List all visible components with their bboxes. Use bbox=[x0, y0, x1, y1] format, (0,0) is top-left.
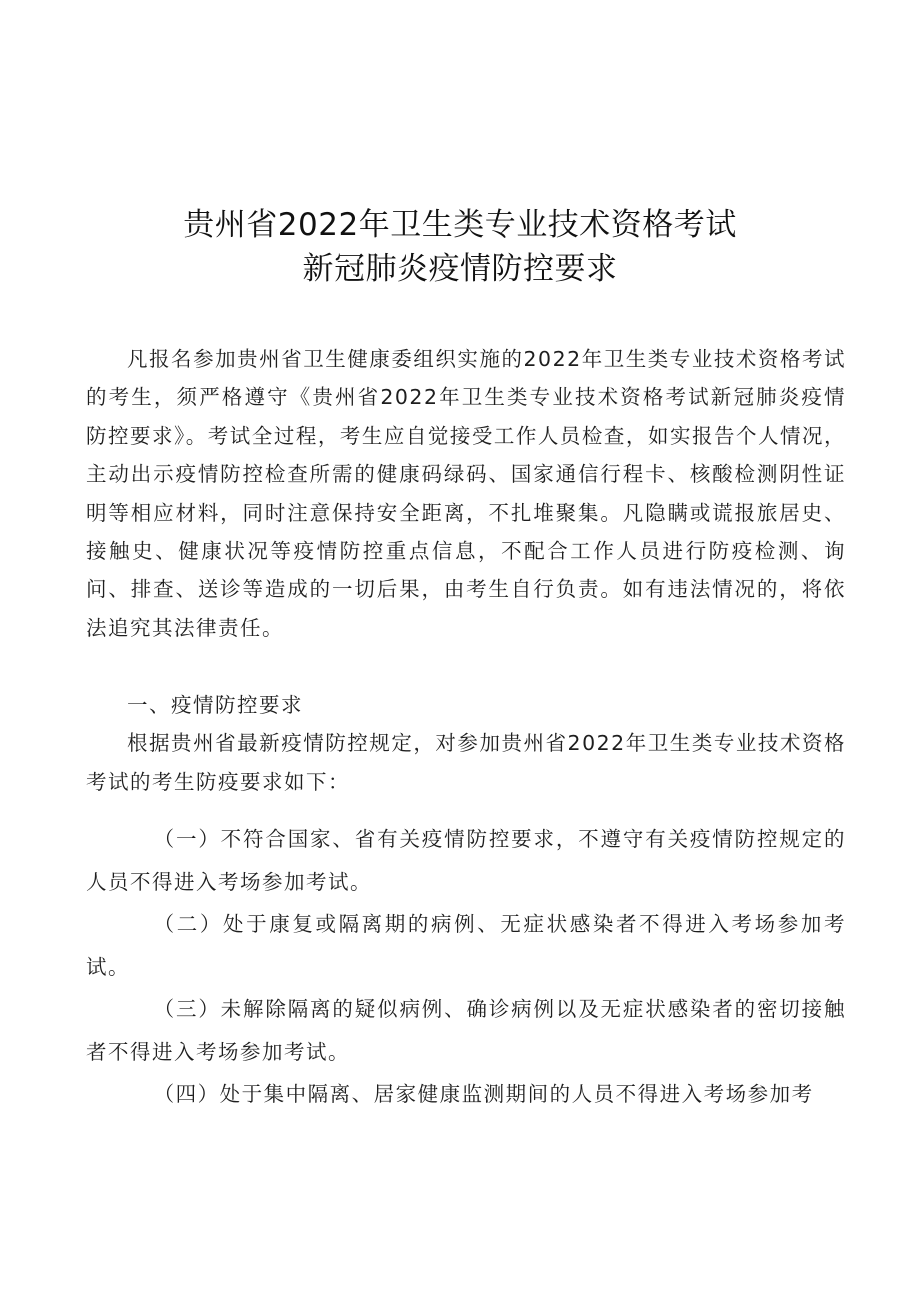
section-1-intro: 根据贵州省最新疫情防控规定，对参加贵州省2022年卫生类专业技术资格考试的考生防疫要求如下： bbox=[86, 731, 846, 794]
list-item-1 bbox=[86, 818, 846, 904]
intro-block bbox=[86, 340, 846, 647]
section-1 bbox=[86, 686, 846, 801]
list-item-2 bbox=[86, 903, 846, 989]
list-item-text: （二）处于康复或隔离期的病例、无症状感染者不得进入考场参加考试。 bbox=[86, 912, 846, 979]
title-line-1: 贵州省2022年卫生类专业技术资格考试 bbox=[183, 207, 737, 243]
list-item-4 bbox=[86, 1073, 846, 1116]
intro-paragraph: 凡报名参加贵州省卫生健康委组织实施的2022年卫生类专业技术资格考试的考生，须严格遵守《贵州省2022年卫生类专业技术资格考试新冠肺炎疫情防控要求》。考试全过程，考生应自觉接受工作人员检查，如实报告个人情况，主动出示疫情防控检查所需的健康码绿码、国家通信行程卡、核酸检测阴性证明等相应材料，同时注意保持安全距离，不扎堆聚集。凡隐瞒或谎报旅居史、接触史、健康状况等疫情防控重点信息，不配合工作人员进行防疫检测、询问、排查、送诊等造成的一切后果，由考生自行负责。如有违法情况的，将依法追究其法律责任。 bbox=[86, 347, 846, 640]
document-title bbox=[0, 203, 920, 291]
list-item-text: （一）不符合国家、省有关疫情防控要求，不遵守有关疫情防控规定的人员不得进入考场参加考试。 bbox=[86, 827, 846, 894]
list-item-text: （四）处于集中隔离、居家健康监测期间的人员不得进入考场参加考 bbox=[153, 1082, 814, 1106]
list-item-3 bbox=[86, 988, 846, 1074]
title-line-2: 新冠肺炎疫情防控要求 bbox=[302, 251, 618, 287]
list-item-text: （三）未解除隔离的疑似病例、确诊病例以及无症状感染者的密切接触者不得进入考场参加考试。 bbox=[86, 997, 846, 1064]
section-1-heading: 一、疫情防控要求 bbox=[127, 693, 303, 717]
